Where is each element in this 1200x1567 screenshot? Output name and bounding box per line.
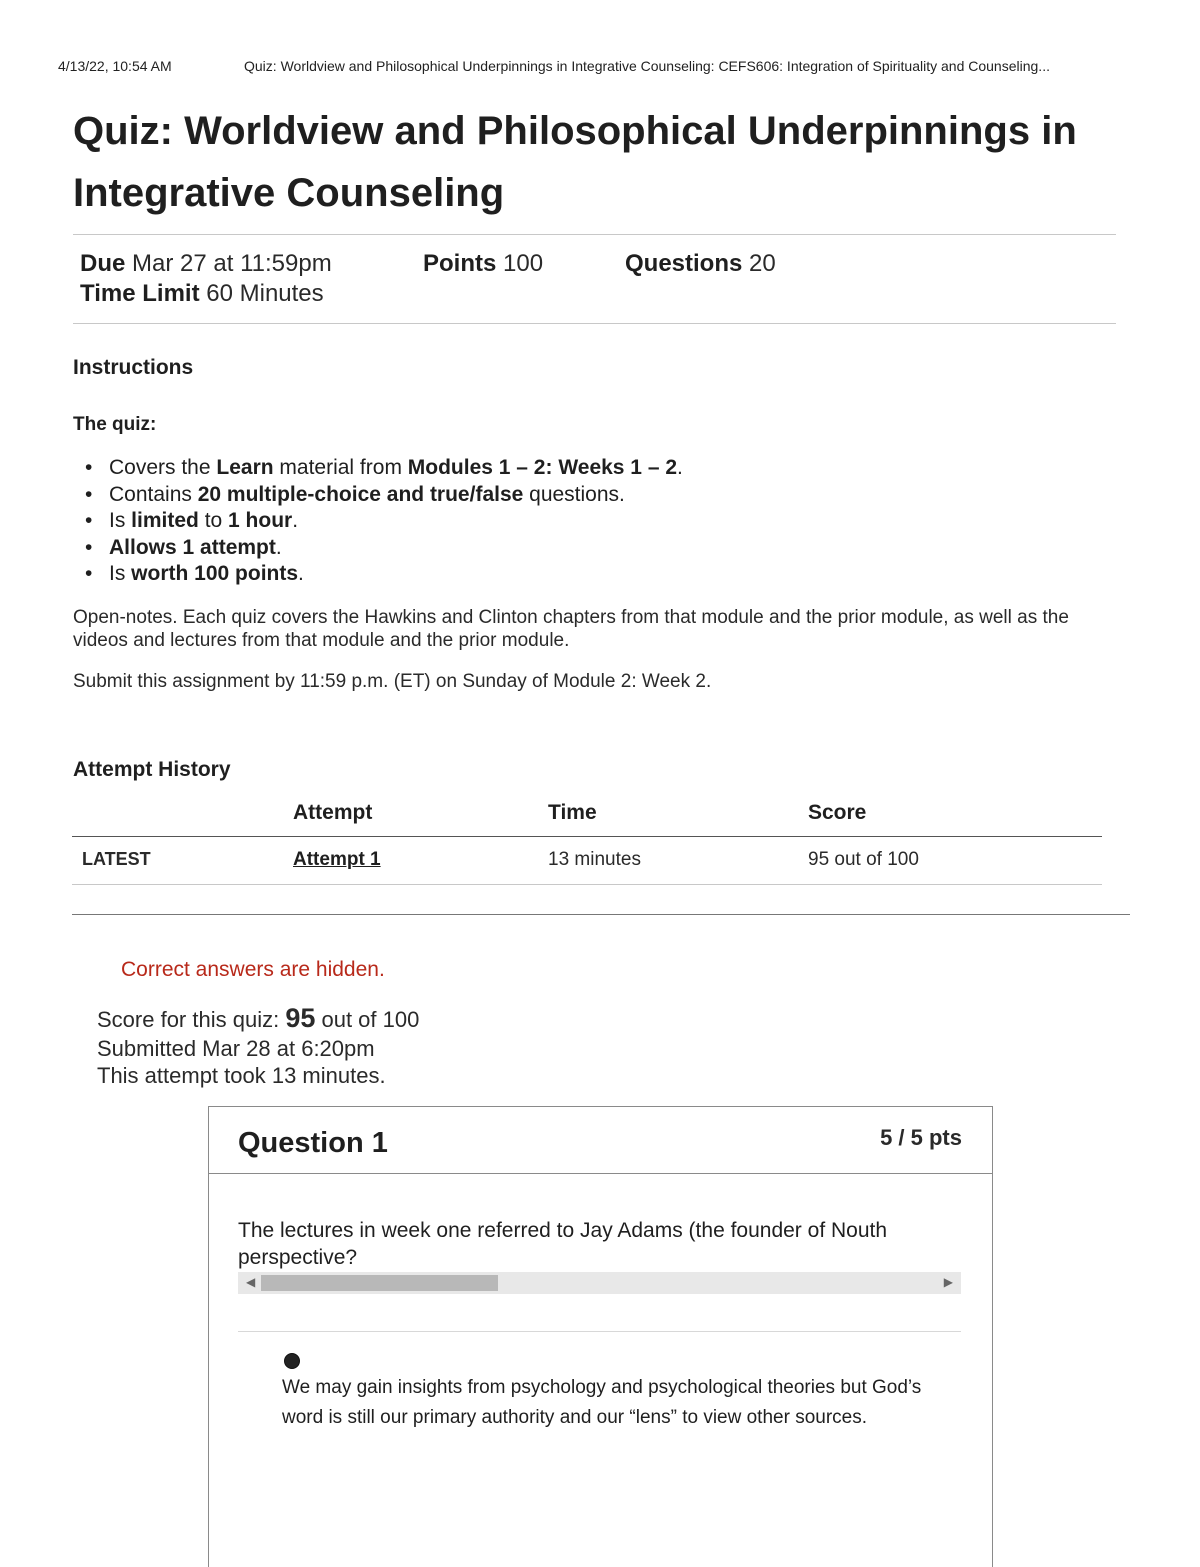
- question-header: [209, 1107, 992, 1174]
- question-text: The lectures in week one referred to Jay Adams (the founder of Nouth perspective?: [238, 1219, 888, 1269]
- submitted-time: Submitted Mar 28 at 6:20pm: [97, 1036, 375, 1061]
- chevron-left-icon[interactable]: ◀: [246, 1275, 256, 1289]
- instructions-heading: Instructions: [73, 356, 194, 379]
- question-points: 5 / 5 pts: [880, 1125, 962, 1150]
- questions-label: Questions: [625, 250, 743, 277]
- column-header-attempt: Attempt: [293, 801, 373, 824]
- question-card: [208, 1106, 993, 1567]
- due-date: [80, 250, 332, 278]
- list-item: • Is worth 100 points.: [73, 561, 683, 588]
- correct-answers-hidden-note: Correct answers are hidden.: [121, 958, 385, 981]
- score-value: 95: [285, 1003, 316, 1033]
- divider: [73, 234, 1116, 235]
- list-item: • Allows 1 attempt.: [73, 535, 683, 562]
- time-limit-value: 60 Minutes: [206, 280, 324, 307]
- print-header: [58, 58, 1148, 78]
- horizontal-scrollbar[interactable]: [238, 1272, 961, 1294]
- print-timestamp: 4/13/22, 10:54 AM: [58, 58, 172, 74]
- attempt-time: 13 minutes: [548, 849, 641, 870]
- list-item: • Contains 20 multiple-choice and true/false questions.: [73, 482, 683, 509]
- scrollbar-thumb[interactable]: [261, 1275, 498, 1291]
- attempt-history-heading: Attempt History: [73, 758, 231, 781]
- quiz-score: Score for this quiz: 95 out of 100: [97, 1003, 420, 1033]
- attempt-1-link[interactable]: Attempt 1: [293, 849, 381, 870]
- column-header-time: Time: [548, 801, 597, 824]
- list-item: • Is limited to 1 hour.: [73, 508, 683, 535]
- instructions-list: [73, 455, 683, 588]
- table-header-rule: [72, 836, 1102, 837]
- divider: [238, 1331, 961, 1332]
- time-limit: [80, 280, 324, 308]
- due-label: Due: [80, 250, 126, 277]
- points-label: Points: [423, 250, 497, 277]
- instructions-subheading: The quiz:: [73, 414, 157, 435]
- attempt-score: 95 out of 100: [808, 849, 919, 870]
- points: [423, 250, 543, 278]
- chevron-right-icon[interactable]: ▶: [943, 1275, 953, 1289]
- questions-count: [625, 250, 776, 278]
- column-header-score: Score: [808, 801, 867, 824]
- submission-note: Submit this assignment by 11:59 p.m. (ET) on Sunday of Module 2: Week 2.: [73, 671, 712, 692]
- attempt-duration: This attempt took 13 minutes.: [97, 1063, 386, 1088]
- time-limit-label: Time Limit: [80, 280, 200, 307]
- divider: [73, 323, 1116, 324]
- questions-value: 20: [749, 250, 776, 277]
- print-page-title: Quiz: Worldview and Philosophical Underpinnings in Integrative Counseling: CEFS606: Integration of Spirituality and Counseling...: [244, 58, 1050, 74]
- due-value: Mar 27 at 11:59pm: [132, 250, 332, 277]
- radio-selected-icon[interactable]: [284, 1353, 300, 1369]
- points-value: 100: [503, 250, 544, 277]
- question-title: Question 1: [238, 1127, 388, 1159]
- instructions-paragraph: Open-notes. Each quiz covers the Hawkins and Clinton chapters from that module and the prior module, as well as the videos and lectures from that module and the prior module.: [73, 607, 1069, 651]
- answer-text: We may gain insights from psychology and psychological theories but God’s word is still our primary authority and our “lens” to view other sources.: [282, 1377, 922, 1428]
- divider: [72, 884, 1102, 885]
- latest-tag: LATEST: [82, 849, 151, 869]
- divider: [72, 914, 1130, 915]
- quiz-title: Quiz: Worldview and Philosophical Underpinnings in Integrative Counseling: [73, 109, 1077, 215]
- list-item: • Covers the Learn material from Modules 1 – 2: Weeks 1 – 2.: [73, 455, 683, 482]
